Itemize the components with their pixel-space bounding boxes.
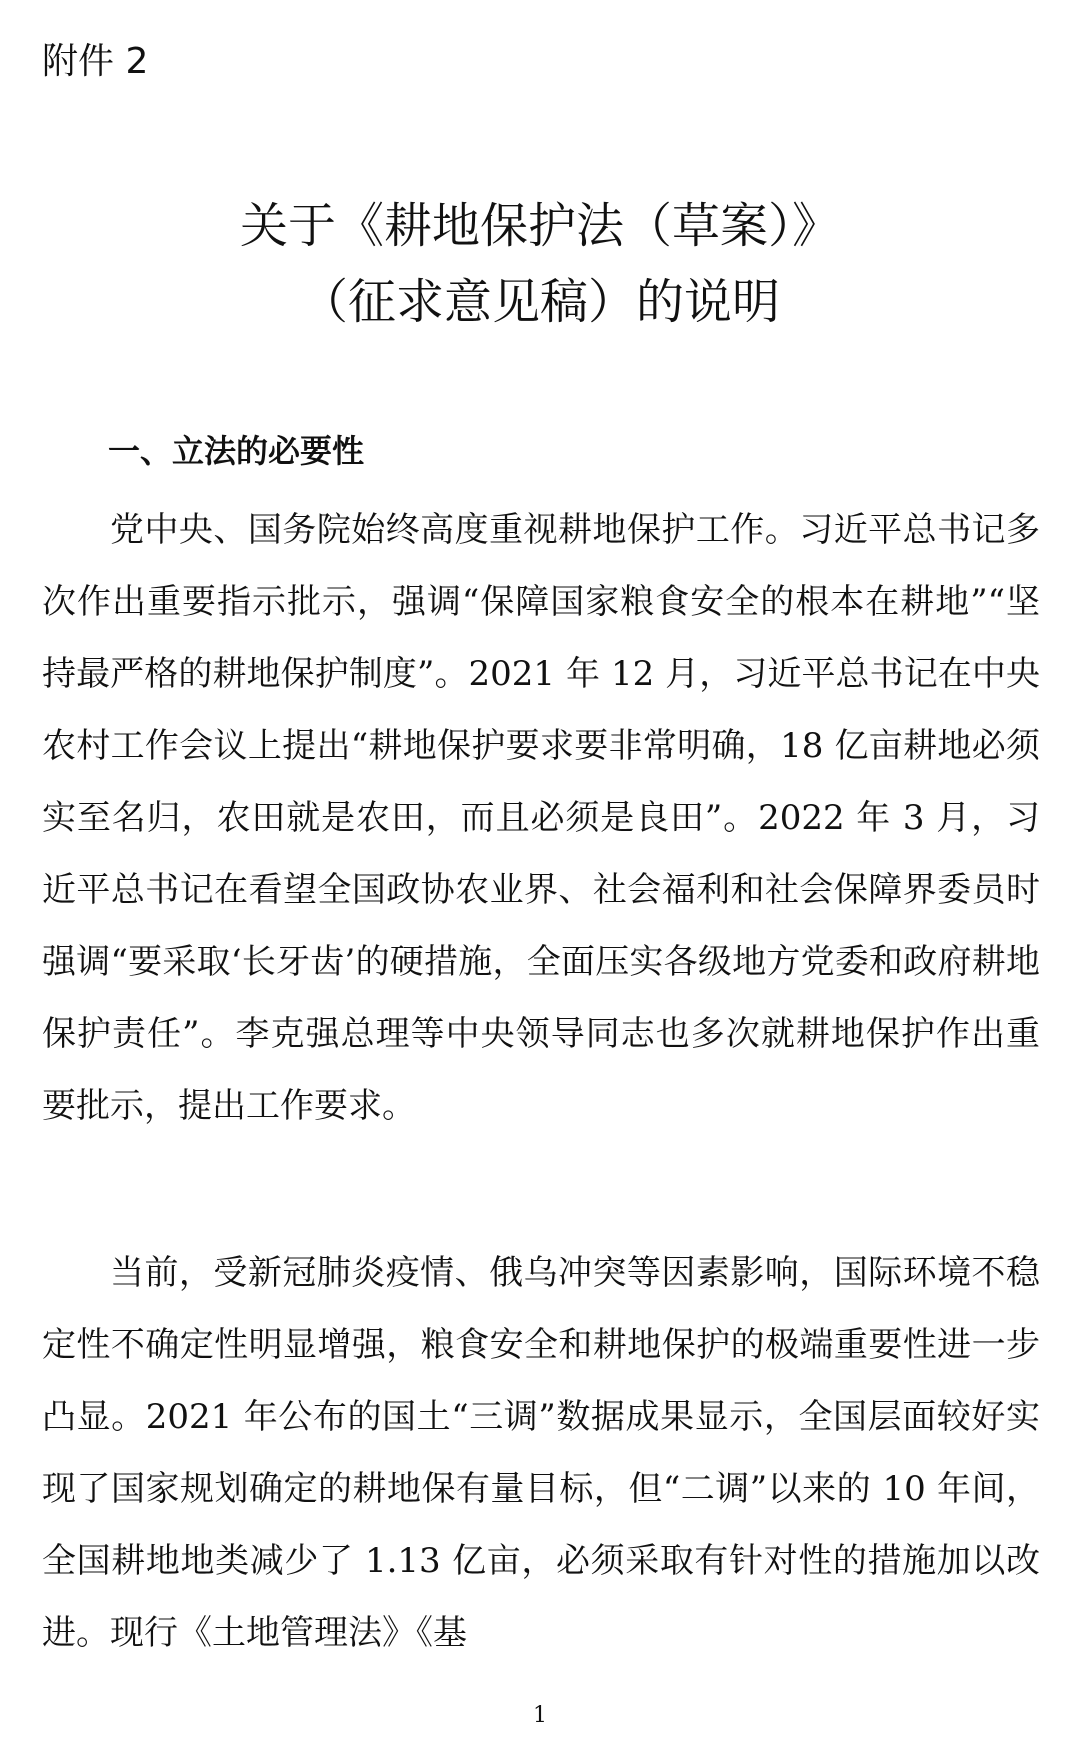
document-title <box>0 188 1080 340</box>
body-paragraph-2: 当前，受新冠肺炎疫情、俄乌冲突等因素影响，国际环境不稳定性不确定性明显增强，粮食安全和耕地保护的极端重要性进一步凸显。2021 年公布的国土“三调”数据成果显示，全国层面较好实现了国家规划确定的耕地保有量目标，但“二调”以来的 10 年间，全国耕地地类减少了 1.13 亿亩，必须采取有针对性的措施加以改进。现行《土地管理法》《基 <box>42 1253 1040 1653</box>
title-line-2: （征求意见稿）的说明 <box>299 274 780 330</box>
title-line-1: 关于《耕地保护法（草案）》 <box>239 198 840 254</box>
page-number: 1 <box>533 1703 547 1728</box>
body-paragraph-1: 党中央、国务院始终高度重视耕地保护工作。习近平总书记多次作出重要指示批示，强调“保障国家粮食安全的根本在耕地”“坚持最严格的耕地保护制度”。2021 年 12 月，习近平总书记在中央农村工作会议上提出“耕地保护要求要非常明确，18 亿亩耕地必须实至名归，农田就是农田，而且必须是良田”。2022 年 3 月，习近平总书记在看望全国政协农业界、社会福利和社会保障界委员时强调“要采取‘长牙齿’的硬措施，全面压实各级地方党委和政府耕地保护责任”。李克强总理等中央领导同志也多次就耕地保护作出重要批示，提出工作要求。 <box>42 510 1040 1126</box>
section-heading: 一、立法的必要性 <box>108 432 365 470</box>
attachment-label: 附件 2 <box>42 41 149 82</box>
